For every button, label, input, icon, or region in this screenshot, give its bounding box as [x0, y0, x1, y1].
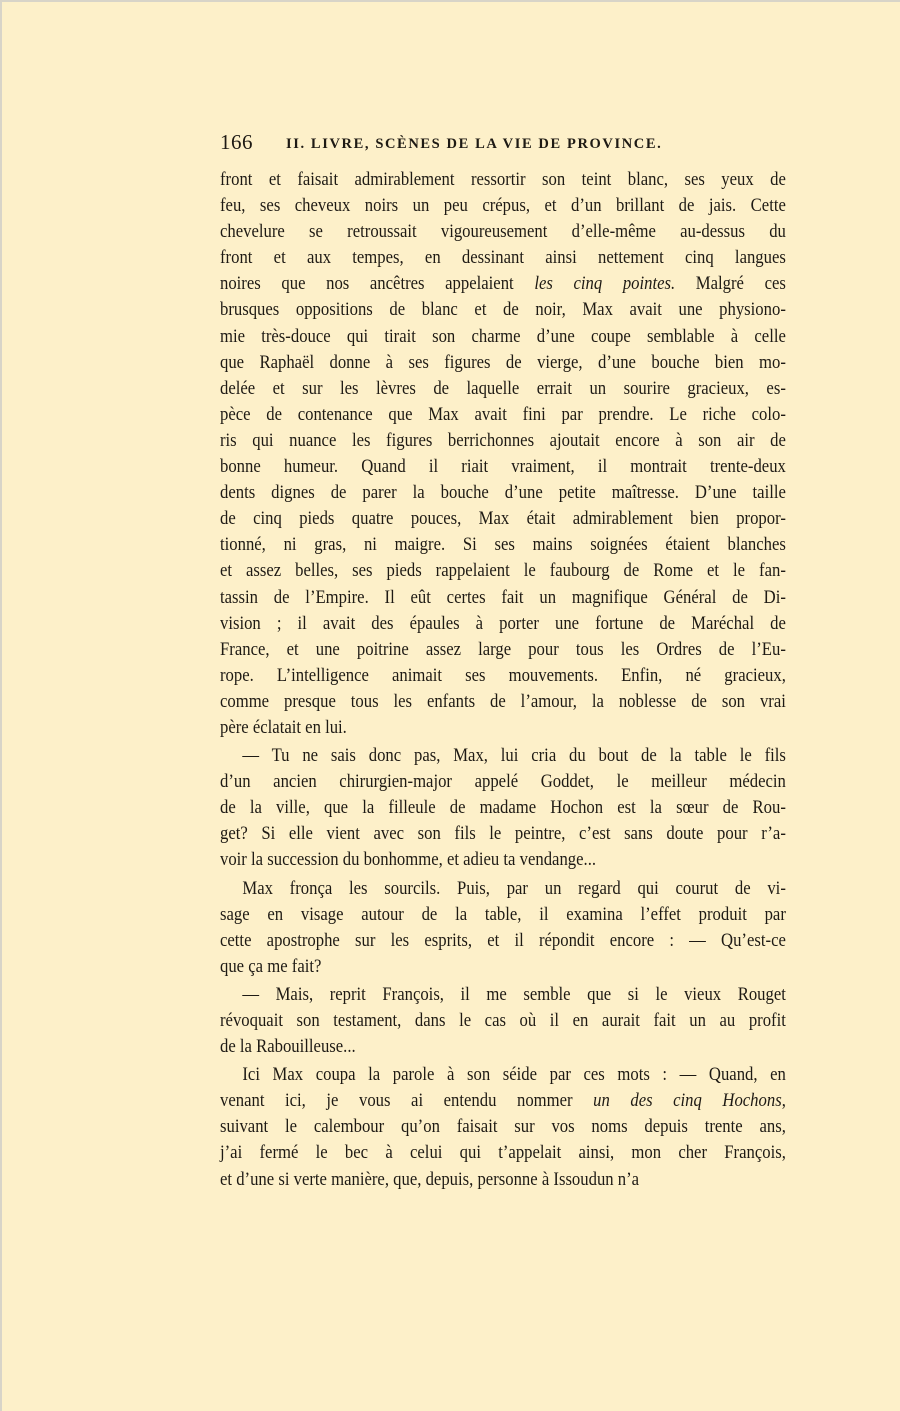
text-run: sage en visage autour de la table, il examina l’effet produit par	[220, 903, 786, 925]
body-text	[220, 167, 786, 1193]
text-run: et assez belles, ses pieds rappelaient le faubourg de Rome et le fan-	[220, 560, 786, 582]
paragraph	[220, 167, 786, 741]
paragraph	[220, 876, 786, 980]
text-line	[220, 1114, 786, 1140]
text-line	[220, 1167, 786, 1193]
text-line	[220, 324, 786, 350]
text-line	[220, 663, 786, 689]
text-line	[220, 769, 786, 795]
text-line	[220, 637, 786, 663]
italic-phrase: un des cinq Hochons	[593, 1090, 782, 1112]
text-run: Max fronça les sourcils. Puis, par un regard qui courut de vi-	[242, 877, 786, 899]
running-title: II. LIVRE, SCÈNES DE LA VIE DE PROVINCE.	[286, 136, 663, 152]
text-run: get? Si elle vient avec son fils le peintre, c’est sans doute pour r’a-	[220, 823, 786, 845]
text-run: France, et une poitrine assez large pour tous les Ordres de l’Eu-	[220, 638, 786, 660]
text-run: révoquait son testament, dans le cas où il en aurait fait un au profit	[220, 1010, 786, 1031]
text-line	[220, 982, 786, 1008]
text-line	[220, 271, 786, 297]
page-header	[220, 130, 788, 160]
text-line	[220, 245, 786, 271]
text-run: rope. L’intelligence animait ses mouvements. Enfin, né gracieux,	[220, 664, 786, 686]
text-line	[220, 454, 786, 480]
text-run: et d’une si verte manière, que, depuis, personne à Issoudun n’a	[220, 1168, 640, 1190]
text-run: bonne humeur. Quand il riait vraiment, il montrait trente-deux	[220, 456, 786, 478]
page-number: 166	[220, 130, 253, 154]
text-line	[220, 1062, 786, 1088]
text-line	[220, 193, 786, 219]
text-run: que ça me fait?	[220, 955, 322, 977]
text-run: tionné, ni gras, ni maigre. Si ses mains soignées étaient blanches	[220, 534, 786, 556]
text-run: pèce de contenance que Max avait fini par prendre. Le riche colo-	[220, 403, 786, 425]
paragraph	[220, 743, 786, 873]
text-line	[220, 585, 786, 611]
text-run: noires que nos ancêtres appelaient	[220, 273, 535, 295]
text-line	[220, 350, 786, 376]
text-line	[220, 1008, 786, 1034]
text-line	[220, 297, 786, 323]
text-line	[220, 821, 786, 847]
text-run: mie très-douce qui tirait son charme d’une coupe semblable à celle	[220, 325, 786, 347]
text-run: de la Rabouilleuse...	[220, 1036, 356, 1058]
text-run: Malgré ces	[675, 273, 786, 295]
text-line	[220, 167, 786, 193]
text-line	[220, 928, 786, 954]
text-line	[220, 428, 786, 454]
text-run: dents dignes de parer la bouche d’une petite maîtresse. D’une taille	[220, 482, 786, 504]
text-line	[220, 689, 786, 715]
text-line	[220, 376, 786, 402]
text-line	[220, 558, 786, 584]
text-line	[220, 1140, 786, 1166]
text-line	[220, 847, 786, 873]
text-line	[220, 532, 786, 558]
text-run: — Tu ne sais donc pas, Max, lui cria du bout de la table le fils	[242, 745, 786, 767]
text-run: front et faisait admirablement ressortir son teint blanc, ses yeux de	[220, 169, 786, 190]
text-line	[220, 1088, 786, 1114]
text-run: de la ville, que la filleule de madame Hochon est la sœur de Rou-	[220, 797, 786, 819]
italic-phrase: les cinq pointes.	[534, 273, 676, 295]
text-line	[220, 219, 786, 245]
text-line	[220, 715, 786, 741]
text-run: comme presque tous les enfants de l’amour, la noblesse de son vrai	[220, 690, 786, 712]
text-run: vision ; il avait des épaules à porter une fortune de Maréchal de	[220, 612, 786, 634]
text-line	[220, 611, 786, 637]
text-run: suivant le calembour qu’on faisait sur vos noms depuis trente ans,	[220, 1116, 786, 1138]
text-line	[220, 876, 786, 902]
text-run: front et aux tempes, en dessinant ainsi nettement cinq langues	[220, 247, 786, 269]
text-line	[220, 480, 786, 506]
text-line	[220, 795, 786, 821]
text-run: voir la succession du bonhomme, et adieu ta vendange...	[220, 849, 597, 871]
text-run: j’ai fermé le bec à celui qui t’appelait ainsi, mon cher François,	[220, 1142, 786, 1164]
text-run: tassin de l’Empire. Il eût certes fait un magnifique Général de Di-	[220, 586, 786, 608]
text-run: cette apostrophe sur les esprits, et il répondit encore : — Qu’est-ce	[220, 929, 786, 951]
text-run: venant ici, je vous ai entendu nommer	[220, 1090, 594, 1112]
text-run: que Raphaël donne à ses figures de vierge, d’une bouche bien mo-	[220, 351, 786, 373]
text-line	[220, 954, 786, 980]
text-run: feu, ses cheveux noirs un peu crépus, et d’un brillant de jais. Cette	[220, 195, 786, 217]
text-run: brusques oppositions de blanc et de noir, Max avait une physiono-	[220, 299, 786, 321]
text-run: ris qui nuance les figures berrichonnes ajoutait encore à son air de	[220, 429, 786, 451]
text-line	[220, 402, 786, 428]
text-run: père éclatait en lui.	[220, 716, 347, 738]
text-line	[220, 1034, 786, 1060]
paragraph	[220, 982, 786, 1060]
text-run: de cinq pieds quatre pouces, Max était admirablement bien propor-	[220, 508, 786, 530]
text-run: d’un ancien chirurgien-major appelé Goddet, le meilleur médecin	[220, 771, 786, 793]
paragraph	[220, 1062, 786, 1192]
text-run: ,	[781, 1090, 786, 1112]
text-run: — Mais, reprit François, il me semble que si le vieux Rouget	[242, 983, 786, 1005]
text-line	[220, 743, 786, 769]
text-line	[220, 506, 786, 532]
text-run: chevelure se retroussait vigoureusement d’elle-même au-dessus du	[220, 221, 786, 243]
text-run: Ici Max coupa la parole à son séide par ces mots : — Quand, en	[242, 1064, 786, 1086]
text-line	[220, 902, 786, 928]
text-run: delée et sur les lèvres de laquelle errait un sourire gracieux, es-	[220, 377, 786, 399]
